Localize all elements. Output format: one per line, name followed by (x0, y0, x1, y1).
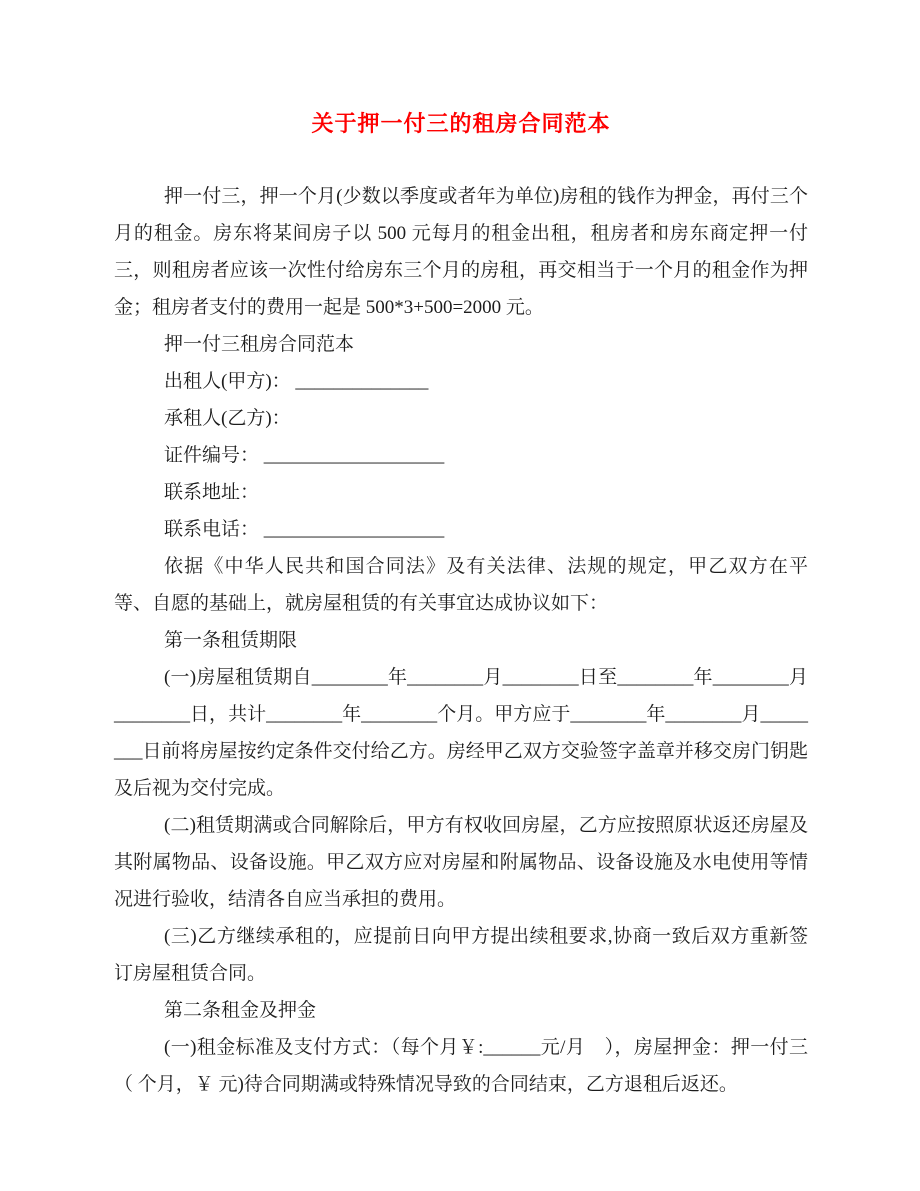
contact-address-line: 联系地址： (164, 482, 260, 503)
article-2-heading: 第二条租金及押金 (164, 1000, 317, 1021)
lessee-line: 承租人(乙方)： (164, 408, 291, 429)
article-1-clause-3: (三)乙方继续承租的，应提前日向甲方提出续租要求,协商一致后双方重新签订房屋租赁合同。 (114, 926, 808, 984)
contact-phone-line: 联系电话： ___________________ (164, 519, 445, 540)
article-1-clause-2: (二)租赁期满或合同解除后，甲方有权收回房屋，乙方应按照原状返还房屋及其附属物品、设备设施。甲乙双方应对房屋和附属物品、设备设施及水电使用等情况进行验收，结清各自应当承担的费用。 (114, 815, 808, 910)
article-1-clause-1: (一)房屋租赁期自________年________月________日至________年________月________日，共计________年________个月。甲方应于________年________月________日前将房屋按约定条件交付给乙方。房经甲乙双方交验签字盖章并移交房门钥匙及后视为交付完成。 (114, 667, 808, 799)
document-title: 关于押一付三的租房合同范本 (311, 111, 611, 136)
contract-subtitle: 押一付三租房合同范本 (164, 334, 355, 355)
article-1-heading: 第一条租赁期限 (164, 630, 298, 651)
legal-basis-paragraph: 依据《中华人民共和国合同法》及有关法律、法规的规定，甲乙双方在平等、自愿的基础上，就房屋租赁的有关事宜达成协议如下： (114, 556, 808, 614)
intro-paragraph: 押一付三，押一个月(少数以季度或者年为单位)房租的钱作为押金，再付三个月的租金。房东将某间房子以 500 元每月的租金出租，租房者和房东商定押一付三，则租房者应该一次性付给房东三个月的房租，再交相当于一个月的租金作为押金；租房者支付的费用一起是 500*3+500=2000 元。 (114, 186, 808, 318)
id-number-line: 证件编号： ___________________ (164, 445, 445, 466)
article-2-clause-1: (一)租金标准及支付方式：（每个月￥:______元/月 ），房屋押金：押一付三 （ 个月，￥ 元)待合同期满或特殊情况导致的合同结束，乙方退租后返还。 (114, 1037, 808, 1095)
lessor-line: 出租人(甲方)： ______________ (164, 371, 429, 392)
